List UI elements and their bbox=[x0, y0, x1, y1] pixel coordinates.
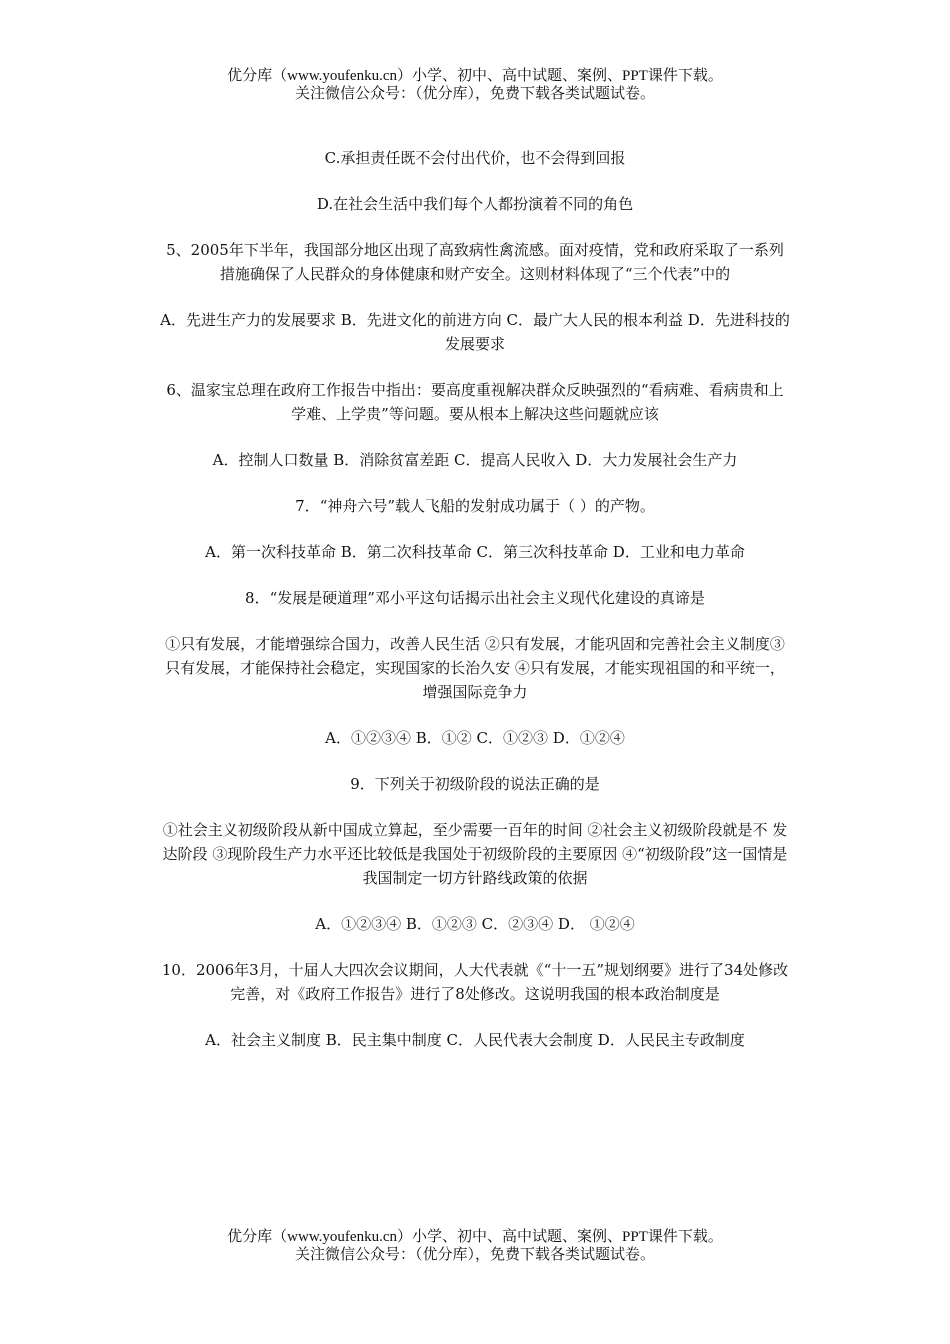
question-8-options: A．①②③④ B．①② C．①②③ D．①②④ bbox=[325, 729, 625, 747]
header-line-2: 关注微信公众号：（优分库），免费下载各类试题试卷。 bbox=[294, 86, 655, 102]
question-10-options: A．社会主义制度 B．民主集中制度 C．人民代表大会制度 D．人民民主专政制度 bbox=[205, 1031, 745, 1049]
question-9-options: A．①②③④ B．①②③ C．②③④ D． ①②④ bbox=[315, 915, 635, 933]
document-body bbox=[160, 146, 790, 1074]
question-8-statements: ①只有发展，才能增强综合国力，改善人民生活 ②只有发展，才能巩固和完善社会主义制度③只有发展，才能保持社会稳定，实现国家的长治久安 ④只有发展，才能实现祖国的和平统一，增强国际竞争力 bbox=[165, 635, 785, 701]
question-5-options: A．先进生产力的发展要求 B．先进文化的前进方向 C．最广大人民的根本利益 D．先进科技的发展要求 bbox=[160, 311, 790, 353]
question-9-statements: ①社会主义初级阶段从新中国成立算起，至少需要一百年的时间 ②社会主义初级阶段就是不 发达阶段 ③现阶段生产力水平还比较低是我国处于初级阶段的主要原因 ④“初级阶段”这一国情是我国制定一切方针路线政策的依据 bbox=[162, 821, 788, 887]
question-8: 8．“发展是硬道理”邓小平这句话揭示出社会主义现代化建设的真谛是 bbox=[245, 589, 705, 607]
question-6: 6、温家宝总理在政府工作报告中指出：要高度重视解决群众反映强烈的“看病难、看病贵和上学难、上学贵”等问题。要从根本上解决这些问题就应该 bbox=[166, 381, 784, 423]
footer-line-1: 优分库（www.youfenku.cn）小学、初中、高中试题、案例、PPT课件下载。 bbox=[227, 1229, 723, 1245]
question-7: 7．“神舟六号”载人飞船的发射成功属于（ ）的产物。 bbox=[295, 497, 655, 515]
question-6-options: A．控制人口数量 B．消除贫富差距 C．提高人民收入 D．大力发展社会生产力 bbox=[212, 451, 738, 469]
page-footer bbox=[0, 1228, 950, 1264]
footer-line-2: 关注微信公众号：（优分库），免费下载各类试题试卷。 bbox=[294, 1247, 655, 1263]
question-9: 9．下列关于初级阶段的说法正确的是 bbox=[350, 775, 600, 793]
header-line-1: 优分库（www.youfenku.cn）小学、初中、高中试题、案例、PPT课件下载。 bbox=[227, 68, 723, 84]
page-header bbox=[0, 67, 950, 103]
option-c-statement: C.承担责任既不会付出代价，也不会得到回报 bbox=[324, 149, 626, 167]
option-d-statement: D.在社会生活中我们每个人都扮演着不同的角色 bbox=[316, 195, 634, 213]
question-7-options: A．第一次科技革命 B．第二次科技革命 C．第三次科技革命 D．工业和电力革命 bbox=[205, 543, 745, 561]
question-5: 5、2005年下半年，我国部分地区出现了高致病性禽流感。面对疫情，党和政府采取了一系列措施确保了人民群众的身体健康和财产安全。这则材料体现了“三个代表”中的 bbox=[166, 241, 784, 283]
question-10: 10．2006年3月，十届人大四次会议期间，人大代表就《“十一五”规划纲要》进行了34处修改完善，对《政府工作报告》进行了8处修改。这说明我国的根本政治制度是 bbox=[161, 961, 789, 1003]
